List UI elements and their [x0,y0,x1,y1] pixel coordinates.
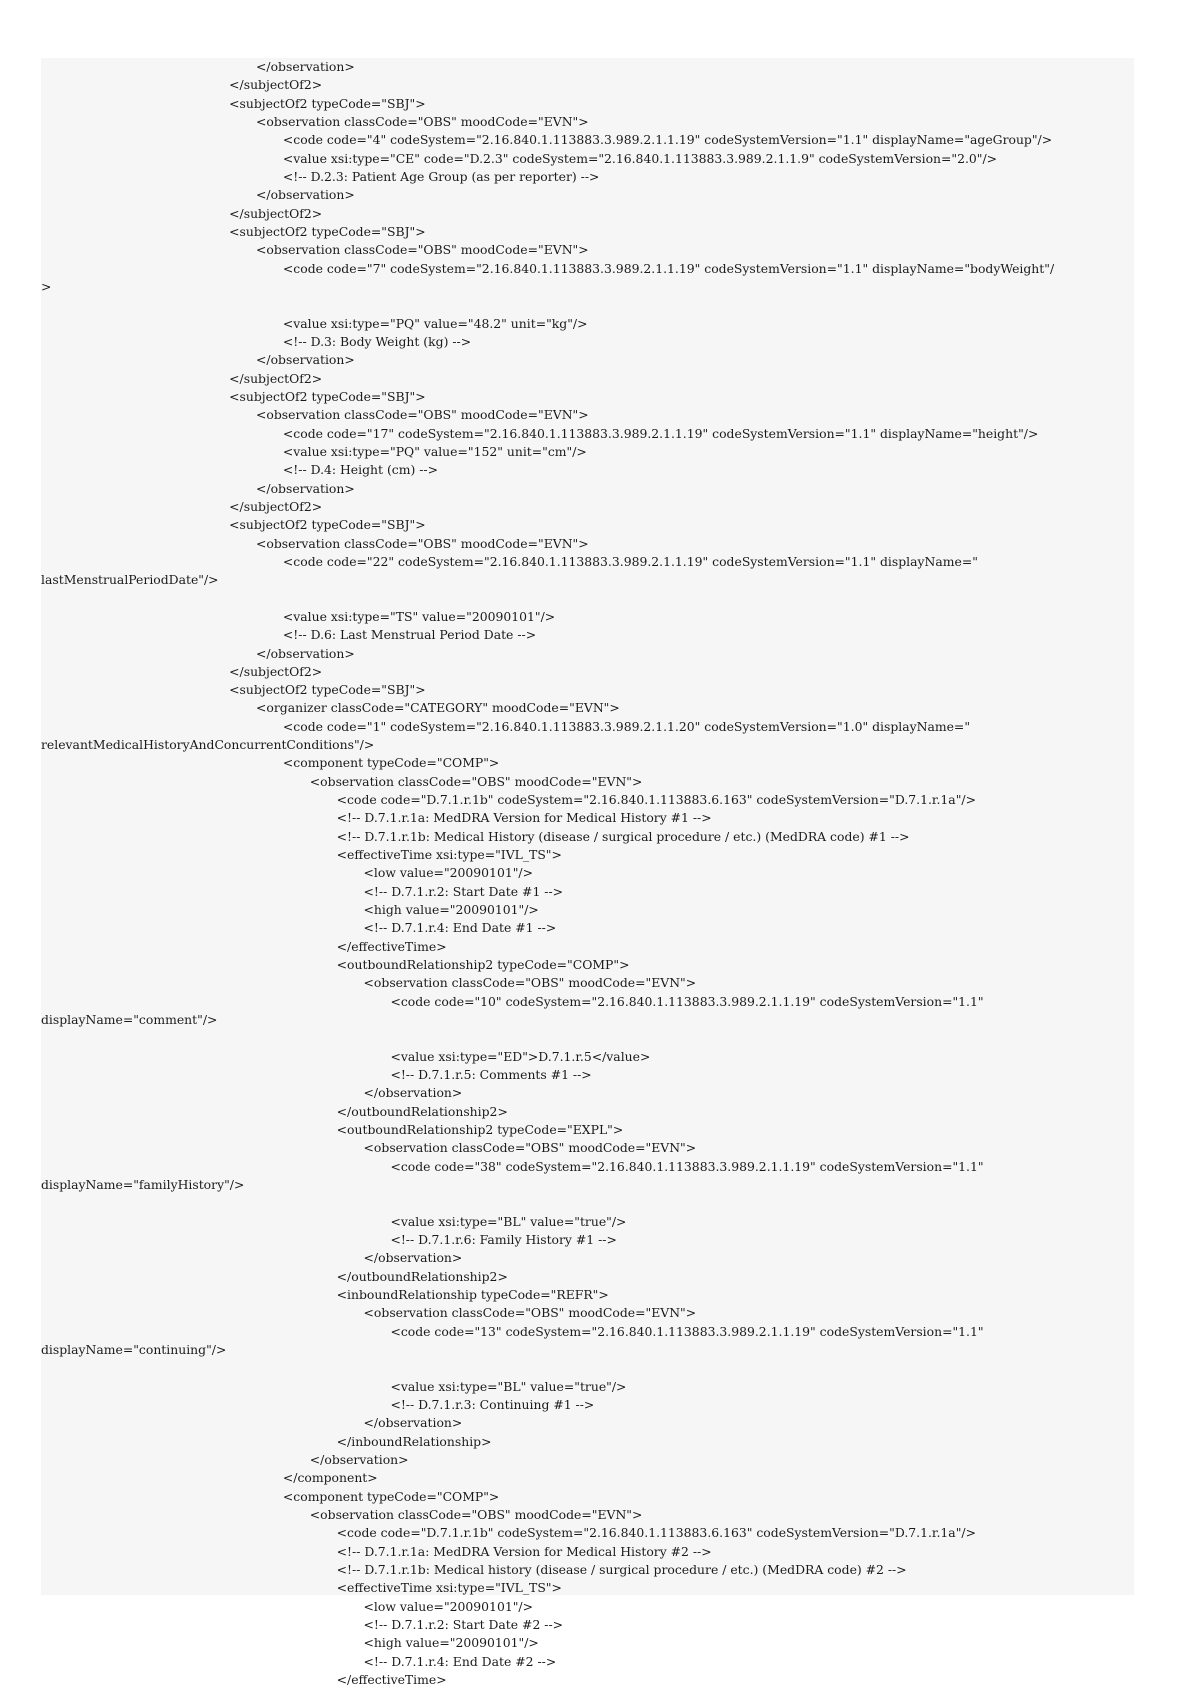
code-line: </observation> [256,645,355,661]
code-line: <observation classCode="OBS" moodCode="EVN"> [363,975,697,991]
code-line: </observation> [256,59,355,74]
code-line [41,590,1134,608]
code-line: <!-- D.2.3: Patient Age Group (as per reporter) --> [282,168,600,184]
code-line: <code code="1" codeSystem="2.16.840.1.113883.3.989.2.1.1.20" codeSystemVersion="1.0" displayName=" [282,718,971,734]
code-line: <observation classCode="OBS" moodCode="EVN"> [256,407,589,423]
code-line: <!-- D.7.1.r.1b: Medical history (disease / surgical procedure / etc.) (MedDRA code) #2 --> [336,1561,907,1577]
code-line: relevantMedicalHistoryAndConcurrentConditions"/> [41,737,375,753]
code-line: lastMenstrualPeriodDate"/> [41,572,219,588]
code-line [41,1194,1134,1212]
code-line: <observation classCode="OBS" moodCode="EVN"> [256,242,589,258]
code-line: <low value="20090101"/> [363,1598,533,1614]
code-line: </observation> [309,1451,409,1467]
code-line: <code code="D.7.1.r.1b" codeSystem="2.16.840.1.113883.6.163" codeSystemVersion="D.7.1.r.1a"/> [336,792,976,808]
code-line [41,296,1134,314]
code-line: <code code="D.7.1.r.1b" codeSystem="2.16.840.1.113883.6.163" codeSystemVersion="D.7.1.r.1a"/> [336,1525,976,1541]
code-line: <component typeCode="COMP"> [282,1488,500,1504]
code-line: </inboundRelationship> [336,1433,492,1449]
code-line: <value xsi:type="CE" code="D.2.3" codeSystem="2.16.840.1.113883.3.989.2.1.1.9" codeSystemVersion="2.0"/> [282,150,998,166]
code-line: </component> [282,1470,378,1486]
code-line: <subjectOf2 typeCode="SBJ"> [229,388,426,404]
code-line: <component typeCode="COMP"> [282,755,500,771]
code-line: <value xsi:type="BL" value="true"/> [390,1213,627,1229]
code-line: <observation classCode="OBS" moodCode="EVN"> [309,1506,643,1522]
code-line: <!-- D.7.1.r.1a: MedDRA Version for Medical History #1 --> [336,810,712,826]
code-line: </subjectOf2> [229,205,323,221]
code-line: <!-- D.7.1.r.1a: MedDRA Version for Medical History #2 --> [336,1543,712,1559]
code-line: <observation classCode="OBS" moodCode="EVN"> [363,1140,697,1156]
code-line: </outboundRelationship2> [336,1268,508,1284]
code-line: displayName="continuing"/> [41,1341,227,1357]
code-line: </subjectOf2> [229,77,323,93]
code-line: <value xsi:type="PQ" value="48.2" unit="kg"/> [282,315,588,331]
code-line: <code code="4" codeSystem="2.16.840.1.113883.3.989.2.1.1.19" codeSystemVersion="1.1" displayName="ageGroup"/> [282,132,1053,148]
code-line: <code code="10" codeSystem="2.16.840.1.113883.3.989.2.1.1.19" codeSystemVersion="1.1" [390,993,984,1009]
code-line: </effectiveTime> [336,1671,447,1687]
code-line: </observation> [256,480,355,496]
code-line: </observation> [363,1250,463,1266]
code-line: displayName="familyHistory"/> [41,1177,245,1193]
code-line: > [41,278,52,294]
code-line: <!-- D.7.1.r.5: Comments #1 --> [390,1067,592,1083]
code-line: </observation> [363,1415,463,1431]
code-line [41,1359,1134,1377]
code-line: <code code="7" codeSystem="2.16.840.1.113883.3.989.2.1.1.19" codeSystemVersion="1.1" displayName="bodyWeight"/ [282,260,1055,276]
code-line: <subjectOf2 typeCode="SBJ"> [229,95,426,111]
code-line: <!-- D.7.1.r.4: End Date #1 --> [363,920,557,936]
code-line: <outboundRelationship2 typeCode="COMP"> [336,957,630,973]
code-line: </subjectOf2> [229,663,323,679]
code-line: <!-- D.6: Last Menstrual Period Date --> [282,627,537,643]
code-line: <!-- D.7.1.r.6: Family History #1 --> [390,1232,617,1247]
code-line: <code code="17" codeSystem="2.16.840.1.113883.3.989.2.1.1.19" codeSystemVersion="1.1" displayName="height"/> [282,425,1039,441]
code-line: <observation classCode="OBS" moodCode="EVN"> [363,1305,697,1321]
code-line: <low value="20090101"/> [363,865,533,881]
code-line: </subjectOf2> [229,370,323,386]
code-line: <subjectOf2 typeCode="SBJ"> [229,517,426,533]
code-body [41,58,1134,1689]
code-line: <code code="38" codeSystem="2.16.840.1.113883.3.989.2.1.1.19" codeSystemVersion="1.1" [390,1158,984,1174]
code-line: <outboundRelationship2 typeCode="EXPL"> [336,1122,624,1138]
xml-code-listing [41,58,1134,1687]
code-line: <effectiveTime xsi:type="IVL_TS"> [336,1580,562,1596]
code-line [41,1029,1134,1047]
code-line: <high value="20090101"/> [363,1635,539,1651]
code-line: displayName="comment"/> [41,1012,218,1028]
code-line: </effectiveTime> [336,938,447,954]
code-line: <!-- D.7.1.r.2: Start Date #2 --> [363,1616,564,1632]
code-line: <value xsi:type="BL" value="true"/> [390,1378,627,1394]
code-line: <!-- D.4: Height (cm) --> [282,462,438,478]
code-line: <!-- D.7.1.r.4: End Date #2 --> [363,1653,557,1669]
code-line: <subjectOf2 typeCode="SBJ"> [229,682,426,698]
code-line: <!-- D.7.1.r.1b: Medical History (disease / surgical procedure / etc.) (MedDRA code) #1 --> [336,828,910,844]
code-line: <effectiveTime xsi:type="IVL_TS"> [336,847,562,863]
code-line: </outboundRelationship2> [336,1103,508,1119]
code-line: <high value="20090101"/> [363,902,539,918]
code-line: <code code="22" codeSystem="2.16.840.1.113883.3.989.2.1.1.19" codeSystemVersion="1.1" displayName=" [282,553,978,569]
code-line: </observation> [363,1085,463,1101]
code-line: <code code="13" codeSystem="2.16.840.1.113883.3.989.2.1.1.19" codeSystemVersion="1.1" [390,1323,984,1339]
code-line: </observation> [256,187,355,203]
code-line: <inboundRelationship typeCode="REFR"> [336,1286,609,1302]
code-line: <observation classCode="OBS" moodCode="EVN"> [256,535,589,551]
code-line: <value xsi:type="ED">D.7.1.r.5</value> [390,1048,651,1064]
code-line: <!-- D.3: Body Weight (kg) --> [282,333,472,349]
code-line: <!-- D.7.1.r.2: Start Date #1 --> [363,883,564,899]
code-line: <value xsi:type="TS" value="20090101"/> [282,608,556,624]
code-line: <value xsi:type="PQ" value="152" unit="cm"/> [282,443,587,459]
code-line: <observation classCode="OBS" moodCode="EVN"> [256,113,589,129]
code-line: <organizer classCode="CATEGORY" moodCode="EVN"> [256,700,620,716]
code-line: <!-- D.7.1.r.3: Continuing #1 --> [390,1396,595,1412]
code-line: <observation classCode="OBS" moodCode="EVN"> [309,773,643,789]
code-line: </subjectOf2> [229,498,323,514]
code-line: </observation> [256,352,355,368]
code-line: <subjectOf2 typeCode="SBJ"> [229,223,426,239]
